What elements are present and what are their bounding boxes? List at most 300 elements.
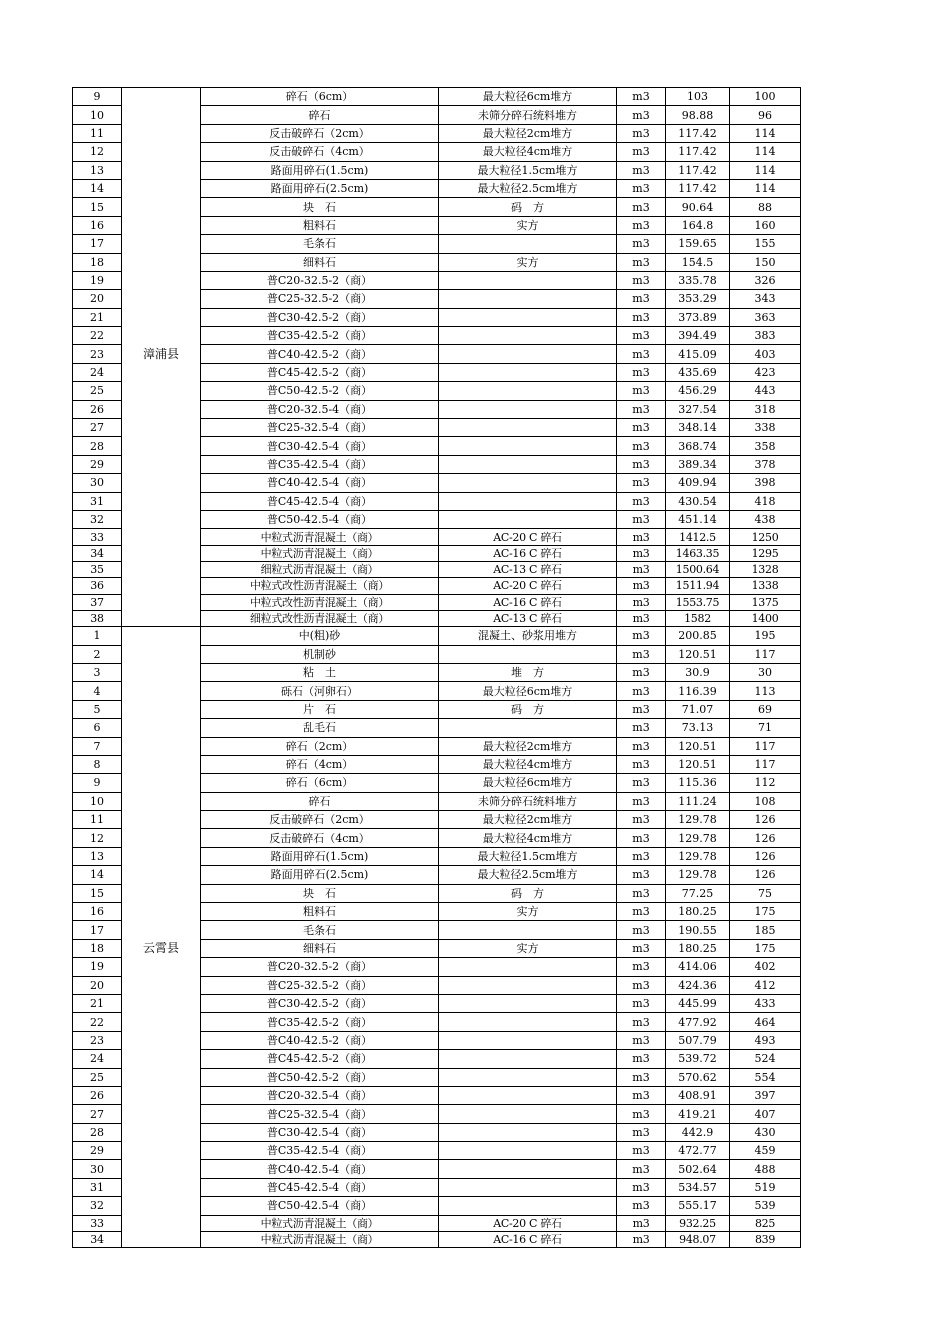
unit-cell: m3: [617, 529, 666, 545]
unit-cell: m3: [617, 627, 666, 645]
unit-cell: m3: [617, 161, 666, 179]
table-row: [73, 327, 801, 345]
table-row: [73, 884, 801, 902]
material-spec: [439, 1178, 617, 1196]
row-number: 2: [73, 645, 122, 663]
material-spec: AC-13 C 碎石: [439, 610, 617, 626]
material-name: 砾石（河卵石）: [201, 682, 439, 700]
material-name: 普C25-32.5-2（商）: [201, 976, 439, 994]
price-tax-incl: 507.79: [666, 1031, 730, 1049]
unit-cell: m3: [617, 271, 666, 289]
county-cell: [122, 737, 201, 755]
unit-cell: m3: [617, 700, 666, 718]
price-tax-excl: 30: [730, 663, 801, 681]
price-tax-excl: 407: [730, 1105, 801, 1123]
county-cell: [122, 719, 201, 737]
table-row: [73, 271, 801, 289]
price-tax-incl: 570.62: [666, 1068, 730, 1086]
unit-cell: m3: [617, 958, 666, 976]
table-row: [73, 1031, 801, 1049]
material-name: 片 石: [201, 700, 439, 718]
unit-cell: m3: [617, 198, 666, 216]
material-spec: [439, 1160, 617, 1178]
price-tax-excl: 114: [730, 161, 801, 179]
row-number: 18: [73, 253, 122, 271]
county-cell: [122, 1013, 201, 1031]
price-tax-excl: 398: [730, 474, 801, 492]
unit-cell: m3: [617, 594, 666, 610]
row-number: 19: [73, 958, 122, 976]
unit-cell: m3: [617, 829, 666, 847]
material-name: 中粒式沥青混凝土（商）: [201, 1231, 439, 1247]
county-cell: [122, 492, 201, 510]
table-row: [73, 1215, 801, 1231]
material-spec: [439, 1050, 617, 1068]
material-name: 粗料石: [201, 216, 439, 234]
material-spec: AC-16 C 碎石: [439, 594, 617, 610]
material-spec: 未筛分碎石统料堆方: [439, 106, 617, 124]
material-spec: AC-20 C 碎石: [439, 1215, 617, 1231]
price-tax-excl: 155: [730, 235, 801, 253]
row-number: 16: [73, 903, 122, 921]
price-tax-incl: 932.25: [666, 1215, 730, 1231]
material-spec: 最大粒径6cm堆方: [439, 88, 617, 106]
county-cell: [122, 327, 201, 345]
price-tax-excl: 150: [730, 253, 801, 271]
price-tax-excl: 358: [730, 437, 801, 455]
county-cell: [122, 903, 201, 921]
county-cell: [122, 610, 201, 626]
price-tax-excl: 71: [730, 719, 801, 737]
price-tax-excl: 185: [730, 921, 801, 939]
row-number: 25: [73, 382, 122, 400]
unit-cell: m3: [617, 1178, 666, 1196]
material-name: 毛条石: [201, 921, 439, 939]
county-cell: [122, 561, 201, 577]
row-number: 30: [73, 474, 122, 492]
table-row: [73, 143, 801, 161]
table-row: [73, 198, 801, 216]
county-cell: [122, 811, 201, 829]
county-cell: [122, 627, 201, 645]
row-number: 9: [73, 774, 122, 792]
price-tax-excl: 126: [730, 866, 801, 884]
row-number: 23: [73, 1031, 122, 1049]
row-number: 36: [73, 578, 122, 594]
material-name: 普C45-42.5-2（商）: [201, 363, 439, 381]
price-table: [72, 87, 801, 1248]
price-tax-excl: 464: [730, 1013, 801, 1031]
price-tax-excl: 126: [730, 847, 801, 865]
unit-cell: m3: [617, 1031, 666, 1049]
price-tax-excl: 1250: [730, 529, 801, 545]
unit-cell: m3: [617, 755, 666, 773]
material-spec: [439, 1197, 617, 1215]
row-number: 20: [73, 290, 122, 308]
unit-cell: m3: [617, 1231, 666, 1247]
price-tax-incl: 348.14: [666, 419, 730, 437]
row-number: 34: [73, 545, 122, 561]
material-spec: 码 方: [439, 884, 617, 902]
unit-cell: m3: [617, 663, 666, 681]
material-name: 普C50-42.5-4（商）: [201, 1197, 439, 1215]
material-name: 碎石: [201, 792, 439, 810]
unit-cell: m3: [617, 253, 666, 271]
county-cell: [122, 179, 201, 197]
price-tax-excl: 1400: [730, 610, 801, 626]
row-number: 12: [73, 829, 122, 847]
material-spec: 实方: [439, 939, 617, 957]
unit-cell: m3: [617, 994, 666, 1012]
row-number: 13: [73, 847, 122, 865]
material-name: 普C20-32.5-4（商）: [201, 1086, 439, 1104]
material-name: 普C30-42.5-4（商）: [201, 1123, 439, 1141]
table-row: [73, 645, 801, 663]
price-tax-incl: 353.29: [666, 290, 730, 308]
county-cell: [122, 106, 201, 124]
price-tax-incl: 111.24: [666, 792, 730, 810]
material-spec: [439, 1068, 617, 1086]
material-name: 碎石（6cm）: [201, 88, 439, 106]
material-name: 细粒式改性沥青混凝土（商）: [201, 610, 439, 626]
price-tax-incl: 90.64: [666, 198, 730, 216]
row-number: 34: [73, 1231, 122, 1247]
county-cell: [122, 235, 201, 253]
material-spec: 堆 方: [439, 663, 617, 681]
unit-cell: m3: [617, 510, 666, 528]
price-tax-excl: 318: [730, 400, 801, 418]
unit-cell: m3: [617, 382, 666, 400]
table-row: [73, 345, 801, 363]
row-number: 3: [73, 663, 122, 681]
material-name: 普C40-42.5-4（商）: [201, 474, 439, 492]
price-tax-excl: 126: [730, 829, 801, 847]
material-spec: [439, 382, 617, 400]
price-tax-incl: 77.25: [666, 884, 730, 902]
row-number: 14: [73, 866, 122, 884]
unit-cell: m3: [617, 737, 666, 755]
price-tax-excl: 383: [730, 327, 801, 345]
material-name: 乱毛石: [201, 719, 439, 737]
material-spec: [439, 921, 617, 939]
county-cell: [122, 1178, 201, 1196]
material-name: 普C30-42.5-2（商）: [201, 994, 439, 1012]
price-tax-incl: 129.78: [666, 866, 730, 884]
price-tax-excl: 488: [730, 1160, 801, 1178]
county-cell: [122, 216, 201, 234]
table-row: [73, 1142, 801, 1160]
material-name: 普C50-42.5-2（商）: [201, 382, 439, 400]
price-tax-excl: 113: [730, 682, 801, 700]
table-row: [73, 455, 801, 473]
county-cell: [122, 1197, 201, 1215]
material-spec: [439, 474, 617, 492]
table-row: [73, 774, 801, 792]
material-spec: [439, 1105, 617, 1123]
table-row: [73, 106, 801, 124]
county-cell: [122, 847, 201, 865]
price-tax-excl: 75: [730, 884, 801, 902]
row-number: 16: [73, 216, 122, 234]
price-tax-excl: 175: [730, 903, 801, 921]
county-cell: [122, 994, 201, 1012]
table-row: [73, 737, 801, 755]
table-row: [73, 682, 801, 700]
row-number: 11: [73, 811, 122, 829]
county-cell: [122, 755, 201, 773]
material-name: 粘 土: [201, 663, 439, 681]
unit-cell: m3: [617, 106, 666, 124]
material-name: 普C25-32.5-4（商）: [201, 1105, 439, 1123]
material-spec: 实方: [439, 216, 617, 234]
county-cell: [122, 958, 201, 976]
price-tax-excl: 433: [730, 994, 801, 1012]
material-spec: 最大粒径6cm堆方: [439, 682, 617, 700]
material-name: 反击破碎石（2cm）: [201, 124, 439, 142]
unit-cell: m3: [617, 179, 666, 197]
county-cell: [122, 437, 201, 455]
county-cell: [122, 124, 201, 142]
unit-cell: m3: [617, 400, 666, 418]
row-number: 37: [73, 594, 122, 610]
county-cell: [122, 382, 201, 400]
material-spec: 最大粒径1.5cm堆方: [439, 847, 617, 865]
row-number: 27: [73, 1105, 122, 1123]
county-cell: [122, 143, 201, 161]
unit-cell: m3: [617, 1086, 666, 1104]
material-spec: 最大粒径1.5cm堆方: [439, 161, 617, 179]
price-tax-excl: 96: [730, 106, 801, 124]
price-tax-excl: 160: [730, 216, 801, 234]
price-tax-incl: 1500.64: [666, 561, 730, 577]
price-tax-incl: 164.8: [666, 216, 730, 234]
material-name: 碎石（2cm）: [201, 737, 439, 755]
unit-cell: m3: [617, 921, 666, 939]
county-cell: [122, 792, 201, 810]
table-row: [73, 594, 801, 610]
unit-cell: m3: [617, 1105, 666, 1123]
price-tax-incl: 120.51: [666, 645, 730, 663]
table-row: [73, 88, 801, 106]
price-tax-excl: 69: [730, 700, 801, 718]
row-number: 19: [73, 271, 122, 289]
county-cell: [122, 829, 201, 847]
table-row: [73, 921, 801, 939]
table-row: [73, 1068, 801, 1086]
material-name: 普C40-42.5-4（商）: [201, 1160, 439, 1178]
county-cell: [122, 866, 201, 884]
row-number: 21: [73, 994, 122, 1012]
material-spec: 码 方: [439, 700, 617, 718]
unit-cell: m3: [617, 976, 666, 994]
table-row: [73, 610, 801, 626]
price-tax-incl: 373.89: [666, 308, 730, 326]
material-spec: 未筛分碎石统料堆方: [439, 792, 617, 810]
price-tax-incl: 415.09: [666, 345, 730, 363]
county-cell: [122, 645, 201, 663]
unit-cell: m3: [617, 88, 666, 106]
unit-cell: m3: [617, 1215, 666, 1231]
row-number: 10: [73, 106, 122, 124]
row-number: 33: [73, 529, 122, 545]
table-row: [73, 253, 801, 271]
price-tax-incl: 117.42: [666, 143, 730, 161]
table-row: [73, 290, 801, 308]
table-row: [73, 1231, 801, 1247]
row-number: 17: [73, 921, 122, 939]
material-spec: [439, 327, 617, 345]
table-row: [73, 994, 801, 1012]
county-cell: [122, 1105, 201, 1123]
material-spec: [439, 455, 617, 473]
unit-cell: m3: [617, 792, 666, 810]
price-tax-incl: 1463.35: [666, 545, 730, 561]
material-name: 粗料石: [201, 903, 439, 921]
price-tax-excl: 100: [730, 88, 801, 106]
price-tax-excl: 378: [730, 455, 801, 473]
material-name: 机制砂: [201, 645, 439, 663]
material-name: 普C50-42.5-2（商）: [201, 1068, 439, 1086]
table-row: [73, 958, 801, 976]
table-row: [73, 1105, 801, 1123]
county-cell: [122, 1068, 201, 1086]
row-number: 23: [73, 345, 122, 363]
unit-cell: m3: [617, 455, 666, 473]
table-row: [73, 719, 801, 737]
material-name: 反击破碎石（4cm）: [201, 143, 439, 161]
price-tax-incl: 477.92: [666, 1013, 730, 1031]
county-cell: 云霄县: [122, 939, 201, 957]
county-cell: [122, 1050, 201, 1068]
county-cell: [122, 700, 201, 718]
material-spec: 最大粒径2cm堆方: [439, 737, 617, 755]
price-tax-excl: 493: [730, 1031, 801, 1049]
material-spec: [439, 363, 617, 381]
unit-cell: m3: [617, 1050, 666, 1068]
county-cell: [122, 1123, 201, 1141]
price-tax-incl: 394.49: [666, 327, 730, 345]
table-row: [73, 976, 801, 994]
material-name: 反击破碎石（4cm）: [201, 829, 439, 847]
price-tax-incl: 120.51: [666, 755, 730, 773]
table-row: [73, 627, 801, 645]
unit-cell: m3: [617, 345, 666, 363]
material-spec: 最大粒径2.5cm堆方: [439, 179, 617, 197]
county-cell: [122, 271, 201, 289]
county-cell: [122, 455, 201, 473]
price-tax-incl: 409.94: [666, 474, 730, 492]
material-spec: [439, 271, 617, 289]
table-row: [73, 1197, 801, 1215]
material-spec: 最大粒径6cm堆方: [439, 774, 617, 792]
price-tax-incl: 103: [666, 88, 730, 106]
material-name: 碎石（6cm）: [201, 774, 439, 792]
row-number: 9: [73, 88, 122, 106]
material-name: 中粒式沥青混凝土（商）: [201, 1215, 439, 1231]
price-tax-excl: 539: [730, 1197, 801, 1215]
material-name: 普C25-32.5-4（商）: [201, 419, 439, 437]
row-number: 22: [73, 327, 122, 345]
price-tax-incl: 129.78: [666, 811, 730, 829]
price-tax-excl: 114: [730, 179, 801, 197]
price-tax-excl: 117: [730, 645, 801, 663]
price-tax-excl: 397: [730, 1086, 801, 1104]
county-cell: [122, 594, 201, 610]
price-tax-incl: 116.39: [666, 682, 730, 700]
unit-cell: m3: [617, 437, 666, 455]
price-tax-incl: 435.69: [666, 363, 730, 381]
price-tax-excl: 88: [730, 198, 801, 216]
row-number: 26: [73, 1086, 122, 1104]
price-tax-incl: 129.78: [666, 847, 730, 865]
price-tax-excl: 524: [730, 1050, 801, 1068]
material-spec: 混凝土、砂浆用堆方: [439, 627, 617, 645]
price-tax-incl: 154.5: [666, 253, 730, 271]
material-name: 普C35-42.5-2（商）: [201, 1013, 439, 1031]
material-name: 普C20-32.5-2（商）: [201, 958, 439, 976]
material-name: 路面用碎石(1.5cm): [201, 161, 439, 179]
table-row: [73, 529, 801, 545]
price-tax-excl: 459: [730, 1142, 801, 1160]
county-cell: [122, 1160, 201, 1178]
table-row: [73, 561, 801, 577]
table-row: [73, 161, 801, 179]
price-tax-incl: 555.17: [666, 1197, 730, 1215]
table-row: [73, 400, 801, 418]
table-row: [73, 308, 801, 326]
unit-cell: m3: [617, 884, 666, 902]
price-tax-incl: 389.34: [666, 455, 730, 473]
row-number: 25: [73, 1068, 122, 1086]
county-cell: [122, 682, 201, 700]
row-number: 17: [73, 235, 122, 253]
material-name: 碎石（4cm）: [201, 755, 439, 773]
material-name: 普C35-42.5-2（商）: [201, 327, 439, 345]
county-cell: [122, 198, 201, 216]
county-cell: [122, 545, 201, 561]
unit-cell: m3: [617, 578, 666, 594]
row-number: 30: [73, 1160, 122, 1178]
price-tax-incl: 117.42: [666, 161, 730, 179]
price-tax-incl: 1553.75: [666, 594, 730, 610]
row-number: 12: [73, 143, 122, 161]
county-cell: [122, 88, 201, 106]
price-tax-excl: 825: [730, 1215, 801, 1231]
county-cell: [122, 253, 201, 271]
county-cell: [122, 419, 201, 437]
price-tax-incl: 539.72: [666, 1050, 730, 1068]
county-cell: [122, 474, 201, 492]
material-spec: 最大粒径4cm堆方: [439, 143, 617, 161]
price-tax-excl: 195: [730, 627, 801, 645]
unit-cell: m3: [617, 1068, 666, 1086]
table-row: [73, 578, 801, 594]
unit-cell: m3: [617, 939, 666, 957]
price-tax-incl: 414.06: [666, 958, 730, 976]
unit-cell: m3: [617, 290, 666, 308]
county-cell: [122, 1215, 201, 1231]
material-name: 细粒式沥青混凝土（商）: [201, 561, 439, 577]
unit-cell: m3: [617, 419, 666, 437]
material-spec: [439, 308, 617, 326]
price-tax-excl: 554: [730, 1068, 801, 1086]
unit-cell: m3: [617, 216, 666, 234]
table-row: [73, 700, 801, 718]
material-name: 普C40-42.5-2（商）: [201, 1031, 439, 1049]
county-cell: [122, 921, 201, 939]
price-tax-excl: 326: [730, 271, 801, 289]
price-tax-incl: 117.42: [666, 179, 730, 197]
